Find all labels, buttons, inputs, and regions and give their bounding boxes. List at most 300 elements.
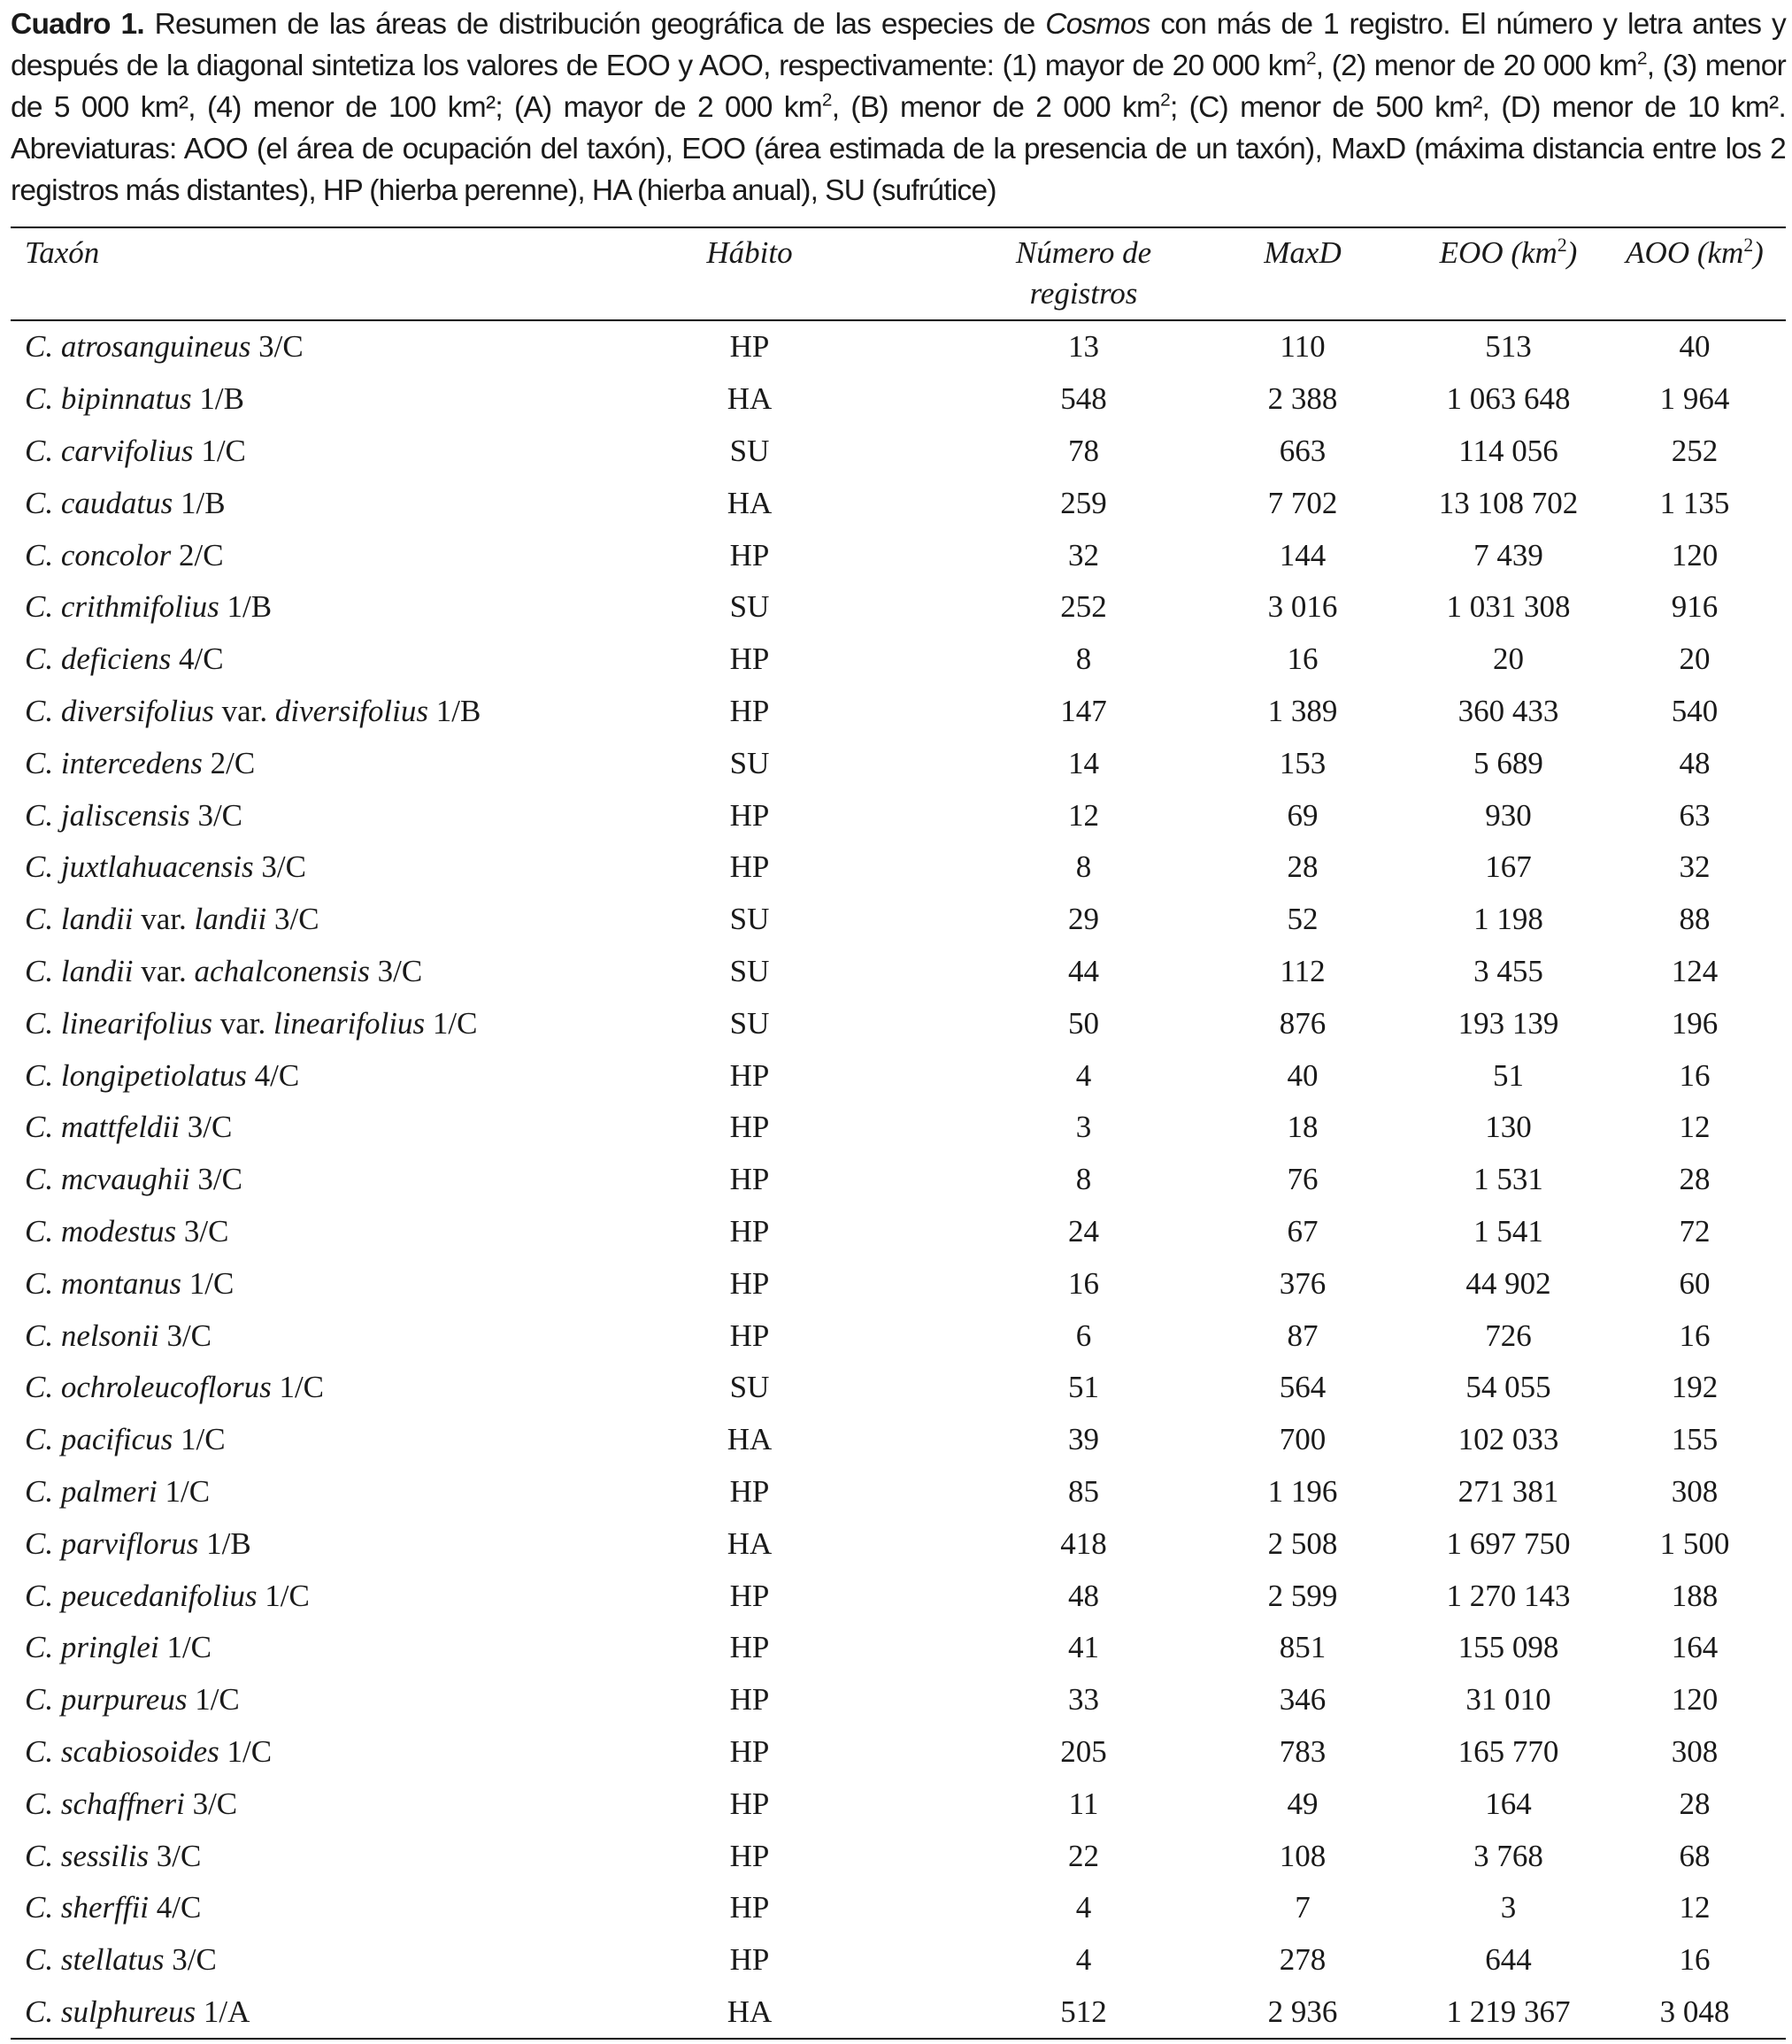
taxon-name-italic: C. peucedanifolius [25, 1578, 258, 1613]
cell-habito-value: HP [729, 1213, 770, 1249]
cell-taxon [11, 997, 692, 1049]
cell-aoo: 32 [1679, 849, 1711, 885]
cell-taxon [11, 321, 692, 373]
cell-aoo: 124 [1671, 953, 1719, 988]
cell-taxon [11, 1466, 692, 1518]
cell-registros: 4 [1075, 1942, 1092, 1978]
cell-taxon [11, 1362, 692, 1414]
cell-habito-value: HA [727, 485, 773, 520]
taxon-text: 1/C [187, 1682, 240, 1717]
cell-habito [692, 1726, 975, 1779]
cell-taxon [11, 1674, 692, 1726]
taxon-name-italic: linearifolius [273, 1005, 426, 1041]
table-row [11, 1206, 1786, 1258]
cell-eoo: 1 531 [1473, 1162, 1543, 1197]
cell-eoo: 1 270 143 [1446, 1578, 1571, 1613]
cell-maxd: 67 [1287, 1213, 1319, 1249]
cell-aoo: 16 [1679, 1057, 1711, 1093]
cell-habito [692, 1049, 975, 1102]
caption-text: , (B) menor de 2 000 km [831, 91, 1161, 124]
cell-habito-value: SU [729, 902, 770, 937]
cell-habito [692, 1362, 975, 1414]
taxon-text: 1/A [196, 1994, 250, 2029]
cell-registros: 259 [1060, 485, 1107, 520]
taxon-name-italic: C. linearifolius [25, 1005, 212, 1041]
taxon-text: 3/C [158, 1318, 212, 1353]
caption-text: , (3) menor de 5 000 km², (4) menor de 100 km²; (A) mayor de 2 000 km [11, 50, 1786, 124]
taxon-name-italic: C. diversifolius [25, 693, 214, 728]
cell-habito-value: HP [729, 1630, 770, 1665]
taxon-name-italic: C. schaffneri [25, 1786, 185, 1821]
cell-registros: 78 [1068, 433, 1099, 468]
cell-taxon [11, 894, 692, 946]
table-row [11, 529, 1786, 581]
cell-maxd: 700 [1279, 1422, 1327, 1457]
cell-taxon [11, 1830, 692, 1882]
table-row [11, 894, 1786, 946]
taxon-name-italic: C. bipinnatus [25, 381, 192, 417]
cell-eoo: 271 381 [1457, 1473, 1559, 1509]
cell-registros: 418 [1060, 1525, 1107, 1561]
taxon-name-italic: C. pringlei [25, 1630, 159, 1665]
cell-registros: 48 [1068, 1578, 1099, 1613]
cell-eoo: 13 108 702 [1438, 485, 1579, 520]
taxon-name-italic: C. sherffii [25, 1890, 150, 1925]
cell-eoo: 164 [1485, 1786, 1532, 1821]
taxon-text: 4/C [149, 1890, 202, 1925]
table-row [11, 997, 1786, 1049]
cell-habito-value: SU [729, 433, 770, 468]
header-eoo-close: ) [1566, 235, 1578, 270]
cell-aoo: 308 [1671, 1473, 1719, 1509]
caption-text: Resumen de las áreas de distribución geográfica de las especies de [143, 8, 1046, 41]
table-row [11, 1726, 1786, 1779]
taxon-text: 3/C [189, 1162, 242, 1197]
cell-aoo: 188 [1671, 1578, 1719, 1613]
cell-registros: 4 [1075, 1890, 1092, 1925]
cell-habito-value: HP [729, 1578, 770, 1613]
cell-habito [692, 1102, 975, 1154]
taxon-name-italic: achalconensis [194, 953, 370, 988]
taxon-text: 1/B [173, 485, 226, 520]
cell-habito-value: HP [729, 537, 770, 572]
cell-maxd: 346 [1279, 1682, 1327, 1717]
cell-eoo: 3 [1500, 1890, 1517, 1925]
cell-habito [692, 1154, 975, 1206]
cell-habito-value: HP [729, 642, 770, 677]
cell-maxd: 69 [1287, 797, 1319, 833]
cell-maxd: 49 [1287, 1786, 1319, 1821]
cell-eoo: 3 455 [1473, 953, 1543, 988]
cell-habito [692, 581, 975, 634]
cell-eoo: 726 [1485, 1318, 1532, 1353]
cell-registros: 33 [1068, 1682, 1099, 1717]
cell-registros: 41 [1068, 1630, 1099, 1665]
cell-eoo: 51 [1493, 1057, 1524, 1093]
caption-text: ; (C) menor de 500 km², (D) menor de 10 km². Abreviaturas: AOO (el área de ocupación del taxón), EOO (área estimada de la presencia de un taxón), MaxD (máxima distancia entre los 2 registros más distantes), HP (hierba perenne), HA (hierba anual), SU (sufrútice) [11, 91, 1786, 207]
cell-maxd: 564 [1279, 1370, 1327, 1405]
cell-registros: 44 [1068, 953, 1099, 988]
taxon-text: 3/C [189, 797, 243, 833]
taxon-name-italic: landii [194, 902, 267, 937]
cell-taxon [11, 373, 692, 426]
cell-taxon [11, 789, 692, 841]
taxon-text: 1/C [271, 1370, 325, 1405]
table-row [11, 1570, 1786, 1622]
cell-habito [692, 1622, 975, 1674]
cell-taxon [11, 1206, 692, 1258]
cell-habito [692, 894, 975, 946]
taxon-text: 1/C [181, 1265, 235, 1301]
cell-habito [692, 1778, 975, 1830]
cell-taxon [11, 946, 692, 998]
taxon-name-italic: C. scabiosoides [25, 1733, 219, 1769]
cell-registros: 22 [1068, 1838, 1099, 1873]
table-row [11, 1049, 1786, 1102]
cell-registros: 8 [1075, 849, 1092, 885]
cell-taxon [11, 737, 692, 789]
cell-registros: 512 [1060, 1994, 1107, 2029]
cell-habito-value: HP [729, 1265, 770, 1301]
cell-registros: 6 [1075, 1318, 1092, 1353]
cell-habito-value: HP [729, 1786, 770, 1821]
cell-registros: 4 [1075, 1057, 1092, 1093]
taxon-name-italic: C. concolor [25, 537, 172, 572]
taxon-name-italic: C. palmeri [25, 1473, 158, 1509]
taxon-text: var. [213, 693, 275, 728]
taxon-name-italic: C. parviflorus [25, 1525, 199, 1561]
cell-maxd: 18 [1287, 1110, 1319, 1145]
header-eoo [1413, 227, 1604, 321]
cell-registros: 548 [1060, 381, 1107, 417]
cell-eoo: 165 770 [1457, 1733, 1559, 1769]
taxon-text: var. [133, 902, 195, 937]
cell-aoo: 28 [1679, 1786, 1711, 1821]
cell-eoo: 167 [1485, 849, 1532, 885]
cell-taxon [11, 1882, 692, 1934]
cell-aoo: 48 [1679, 745, 1711, 780]
header-aoo-close: ) [1753, 235, 1764, 270]
cell-registros: 205 [1060, 1733, 1107, 1769]
cell-eoo: 102 033 [1457, 1422, 1559, 1457]
cell-taxon [11, 1257, 692, 1310]
taxon-name-italic: C. crithmifolius [25, 589, 219, 625]
cell-habito-value: HP [729, 1682, 770, 1717]
cell-registros: 252 [1060, 589, 1107, 625]
cell-habito-value: SU [729, 589, 770, 625]
table-row [11, 737, 1786, 789]
cell-habito-value: HA [727, 1422, 773, 1457]
cell-habito-value: HP [729, 693, 770, 728]
cell-maxd: 112 [1280, 953, 1326, 988]
table-row [11, 686, 1786, 738]
cell-maxd: 1 389 [1267, 693, 1338, 728]
taxon-text: 3/C [184, 1786, 238, 1821]
cell-eoo: 1 541 [1473, 1213, 1543, 1249]
cell-registros: 24 [1068, 1213, 1099, 1249]
taxon-name-italic: C. montanus [25, 1265, 181, 1301]
cell-habito-value: HP [729, 1838, 770, 1873]
cell-taxon [11, 1518, 692, 1570]
table-row [11, 1102, 1786, 1154]
cell-aoo: 252 [1671, 433, 1719, 468]
taxon-text: 1/C [425, 1005, 478, 1041]
cell-eoo: 54 055 [1465, 1370, 1551, 1405]
cell-habito-value: HA [727, 1994, 773, 2029]
cell-aoo: 1 135 [1659, 485, 1730, 520]
taxon-text: 2/C [171, 537, 224, 572]
table-row [11, 477, 1786, 529]
cell-eoo: 20 [1493, 642, 1524, 677]
superscript: 2 [1305, 48, 1316, 69]
cell-taxon [11, 1049, 692, 1102]
table-row [11, 1310, 1786, 1362]
cell-habito-value: HP [729, 1733, 770, 1769]
cell-taxon [11, 477, 692, 529]
taxon-name-italic: C. deficiens [25, 642, 172, 677]
cell-taxon [11, 529, 692, 581]
cell-maxd: 3 016 [1267, 589, 1338, 625]
cell-maxd: 376 [1279, 1265, 1327, 1301]
cell-maxd: 1 196 [1267, 1473, 1338, 1509]
taxon-name-italic: C. modestus [25, 1213, 177, 1249]
taxon-name-italic: C. nelsonii [25, 1318, 159, 1353]
cell-habito [692, 1986, 975, 2039]
cell-habito-value: HP [729, 849, 770, 885]
table-row [11, 1830, 1786, 1882]
cell-habito-value: HP [729, 1318, 770, 1353]
cell-aoo: 60 [1679, 1265, 1711, 1301]
table-row [11, 1986, 1786, 2039]
cell-eoo: 1 031 308 [1446, 589, 1571, 625]
header-registros-line2: registros [1029, 276, 1138, 311]
cell-maxd: 663 [1279, 433, 1327, 468]
superscript: 2 [821, 89, 832, 111]
taxon-text: 1/B [219, 589, 273, 625]
cell-habito [692, 686, 975, 738]
taxon-name-italic: C. sulphureus [25, 1994, 196, 2029]
taxon-text: 2/C [202, 745, 256, 780]
table-row [11, 1778, 1786, 1830]
cell-taxon [11, 1570, 692, 1622]
taxon-name-italic: diversifolius [274, 693, 428, 728]
caption-text: con más de 1 registro. El número y letra antes y después de la diagonal sintetiza los valores de EOO y AOO, respectivamente: (1) mayor de 20 000 km [11, 8, 1786, 82]
cell-maxd: 7 702 [1267, 485, 1338, 520]
cell-eoo: 1 219 367 [1446, 1994, 1571, 2029]
cell-aoo: 68 [1679, 1838, 1711, 1873]
cell-aoo: 192 [1671, 1370, 1719, 1405]
cell-habito [692, 1830, 975, 1882]
taxon-text: 3/C [266, 902, 319, 937]
taxon-name-italic: C. landii [25, 902, 134, 937]
header-taxon: Taxón [25, 235, 100, 270]
cell-habito [692, 1518, 975, 1570]
cell-aoo: 28 [1679, 1162, 1711, 1197]
taxon-name-italic: C. intercedens [25, 745, 203, 780]
cell-habito [692, 321, 975, 373]
cell-habito-value: SU [729, 1005, 770, 1041]
cell-maxd: 40 [1287, 1057, 1319, 1093]
cell-aoo: 1 500 [1659, 1525, 1730, 1561]
cell-habito-value: HP [729, 1473, 770, 1509]
cell-aoo: 3 048 [1659, 1994, 1730, 2029]
cell-registros: 51 [1068, 1370, 1099, 1405]
cell-habito [692, 997, 975, 1049]
cell-aoo: 16 [1679, 1942, 1711, 1978]
taxon-text: 4/C [246, 1057, 300, 1093]
taxon-text: var. [212, 1005, 273, 1041]
table-row [11, 1622, 1786, 1674]
taxon-text: 4/C [171, 642, 224, 677]
taxon-text: 3/C [250, 329, 304, 365]
cell-eoo: 44 902 [1465, 1265, 1551, 1301]
taxon-name-italic: C. jaliscensis [25, 797, 190, 833]
taxon-text: 3/C [253, 849, 306, 885]
cell-aoo: 1 964 [1659, 381, 1730, 417]
cell-habito [692, 1310, 975, 1362]
cell-registros: 11 [1068, 1786, 1099, 1821]
cell-habito-value: HP [729, 1162, 770, 1197]
cell-aoo: 155 [1671, 1422, 1719, 1457]
cell-eoo: 193 139 [1457, 1005, 1559, 1041]
superscript: 2 [1636, 48, 1647, 69]
cell-taxon [11, 1154, 692, 1206]
cell-habito [692, 737, 975, 789]
cell-eoo: 1 198 [1473, 902, 1543, 937]
table-row [11, 426, 1786, 478]
cell-taxon [11, 841, 692, 894]
cell-eoo: 5 689 [1473, 745, 1543, 780]
header-eoo-label: EOO (km [1439, 235, 1557, 270]
cell-maxd: 108 [1279, 1838, 1327, 1873]
cell-habito-value: HP [729, 1057, 770, 1093]
cell-habito-value: HP [729, 1942, 770, 1978]
table-row [11, 634, 1786, 686]
cell-eoo: 114 056 [1458, 433, 1558, 468]
cell-habito [692, 426, 975, 478]
header-habito-label: Hábito [706, 235, 793, 270]
cell-maxd: 153 [1279, 745, 1327, 780]
cell-eoo: 7 439 [1473, 537, 1543, 572]
cell-eoo: 3 768 [1473, 1838, 1543, 1873]
superscript: 2 [1557, 234, 1567, 256]
cell-habito-value: HP [729, 797, 770, 833]
taxon-text: 3/C [369, 953, 423, 988]
taxon-text: 1/C [257, 1578, 310, 1613]
cell-maxd: 851 [1279, 1630, 1327, 1665]
table-caption [11, 4, 1786, 211]
cell-registros: 13 [1068, 329, 1099, 365]
cell-maxd: 783 [1279, 1733, 1327, 1769]
cell-habito-value: HP [729, 1110, 770, 1145]
cell-eoo: 31 010 [1465, 1682, 1551, 1717]
header-registros [975, 227, 1192, 321]
taxon-name-italic: C. landii [25, 953, 134, 988]
cell-eoo: 644 [1485, 1942, 1532, 1978]
table-row [11, 1518, 1786, 1570]
cell-habito [692, 1466, 975, 1518]
superscript: 2 [1743, 234, 1754, 256]
cell-aoo: 20 [1679, 642, 1711, 677]
taxon-name-italic: C. ochroleucoflorus [25, 1370, 272, 1405]
cell-eoo: 513 [1485, 329, 1532, 365]
table-row [11, 789, 1786, 841]
header-maxd: MaxD [1264, 235, 1342, 270]
table-row [11, 1934, 1786, 1986]
taxon-name-italic: C. purpureus [25, 1682, 188, 1717]
cell-taxon [11, 1934, 692, 1986]
cell-habito-value: SU [729, 953, 770, 988]
cell-maxd: 110 [1280, 329, 1326, 365]
cell-maxd: 876 [1279, 1005, 1327, 1041]
cell-habito [692, 946, 975, 998]
cell-registros: 147 [1060, 693, 1107, 728]
taxon-text: 3/C [180, 1110, 233, 1145]
cell-maxd: 144 [1279, 537, 1327, 572]
table-row [11, 581, 1786, 634]
cell-habito-value: HP [729, 1890, 770, 1925]
cell-aoo: 16 [1679, 1318, 1711, 1353]
taxon-text: var. [133, 953, 195, 988]
cell-registros: 8 [1075, 1162, 1092, 1197]
data-table [11, 227, 1786, 2038]
cell-habito [692, 1206, 975, 1258]
taxon-name-italic: C. carvifolius [25, 433, 194, 468]
cell-taxon [11, 1726, 692, 1779]
taxon-text: 3/C [164, 1942, 217, 1978]
cell-aoo: 12 [1679, 1890, 1711, 1925]
cell-maxd: 16 [1287, 642, 1319, 677]
cell-habito [692, 1674, 975, 1726]
table-row [11, 1362, 1786, 1414]
cell-habito-value: SU [729, 1370, 770, 1405]
cell-habito [692, 529, 975, 581]
cell-registros: 16 [1068, 1265, 1099, 1301]
caption-genus: Cosmos [1045, 8, 1150, 41]
cell-habito [692, 789, 975, 841]
cell-eoo: 930 [1485, 797, 1532, 833]
cell-habito-value: HA [727, 381, 773, 417]
header-registros-line1: Número de [1015, 235, 1152, 270]
header-aoo [1604, 227, 1786, 321]
cell-maxd: 28 [1287, 849, 1319, 885]
cell-taxon [11, 634, 692, 686]
cell-habito [692, 1570, 975, 1622]
cell-maxd: 52 [1287, 902, 1319, 937]
cell-registros: 85 [1068, 1473, 1099, 1509]
caption-text: , (2) menor de 20 000 km [1315, 50, 1637, 82]
taxon-text: 1/C [158, 1630, 212, 1665]
table-row [11, 946, 1786, 998]
cell-aoo: 120 [1671, 1682, 1719, 1717]
taxon-name-italic: C. stellatus [25, 1942, 165, 1978]
taxon-text: 1/B [427, 693, 481, 728]
table-header-row [11, 227, 1786, 321]
taxon-text: 1/B [191, 381, 244, 417]
table-row [11, 1466, 1786, 1518]
header-habito [692, 227, 975, 321]
table-body [11, 321, 1786, 2038]
table-row [11, 1257, 1786, 1310]
cell-habito [692, 373, 975, 426]
cell-taxon [11, 426, 692, 478]
cell-taxon [11, 581, 692, 634]
cell-maxd: 76 [1287, 1162, 1319, 1197]
cell-eoo: 360 433 [1457, 693, 1559, 728]
taxon-text: 1/C [193, 433, 246, 468]
cell-habito-value: HA [727, 1525, 773, 1561]
table-row [11, 841, 1786, 894]
